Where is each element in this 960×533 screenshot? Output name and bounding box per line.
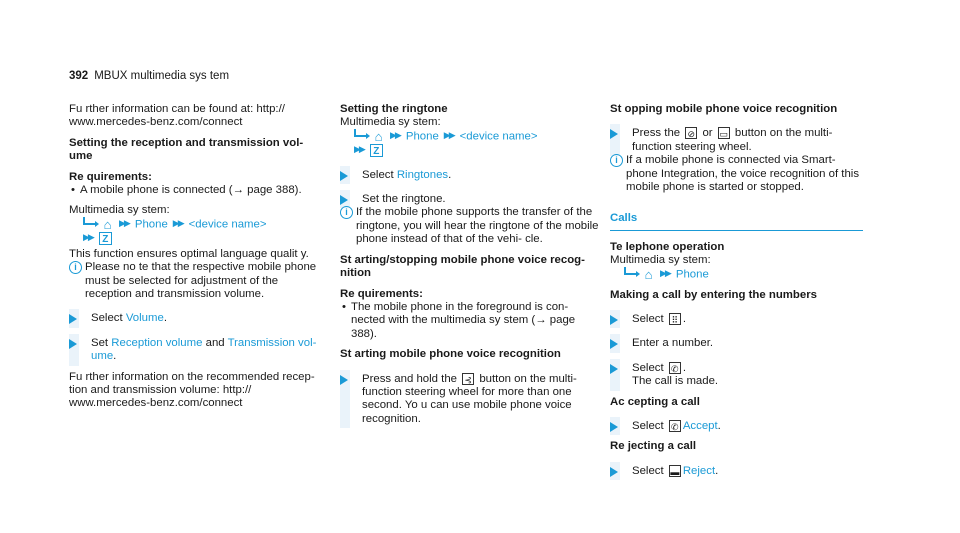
section-heading: Te lephone operation	[610, 240, 725, 253]
step-press-voice: Press and hold the ⊰ button on the multi‑ function steering wheel for more than one second. Yo u can use mobile phone voice recognition.	[340, 373, 600, 427]
section-heading: Setting the reception and transmission vol‑ ume	[69, 136, 304, 163]
step-select-call: Select ✆ . The call is made.	[610, 362, 865, 389]
menu-path	[340, 130, 600, 144]
info-note	[610, 154, 865, 194]
calls-section-title: Calls	[610, 212, 863, 230]
hangup-button-icon: ▭	[719, 129, 728, 140]
keypad-icon: ⠿	[669, 313, 681, 325]
requirements-label: Re quirements:	[340, 287, 423, 300]
ringtones-link[interactable]: Ringtones	[396, 168, 449, 181]
section-heading: Setting the ringtone	[340, 103, 448, 115]
step-select-ringtones: Select Ringtones.	[340, 169, 600, 182]
menu-path-continued	[340, 144, 600, 158]
step-arrow-icon	[69, 339, 77, 349]
path-device: <device name>	[188, 218, 267, 231]
menu-path-label: Multimedia sy stem:	[610, 254, 711, 267]
section-heading: St arting/stopping mobile phone voice recog‑ nition	[340, 253, 585, 280]
step-arrow-icon	[610, 422, 618, 432]
page-header-title: MBUX multimedia sys tem	[94, 70, 230, 82]
column-1	[69, 103, 324, 411]
step-arrow-icon	[610, 129, 618, 139]
further-info-paragraph: Fu rther information on the recommended recep‑ tion and transmission volume: http:// www.mercedes-benz.com/connect	[69, 370, 315, 410]
step-reject-call: Select ▬ Reject.	[610, 465, 865, 478]
section-heading: St opping mobile phone voice recognition	[610, 103, 838, 115]
path-hook-icon	[354, 129, 366, 137]
path-arrow-icon: ▶▶	[119, 218, 129, 229]
info-note-text: If the mobile phone supports the transfer of the ringtone, you will hear the ringtone of the mobile phone instead of that of the vehi‑ cle.	[356, 206, 599, 246]
home-icon: ⌂	[374, 128, 383, 144]
requirements-label: Re quirements:	[69, 170, 152, 183]
step-arrow-icon	[340, 171, 348, 181]
menu-path-label: Multimedia sy stem:	[69, 204, 170, 217]
step-set-volume: Set Reception volume and Transmission vol‑ ume.	[69, 337, 324, 364]
step-arrow-icon	[69, 314, 77, 324]
menu-path-continued	[69, 232, 324, 246]
info-icon: i	[69, 261, 82, 274]
path-phone: Phone	[675, 268, 709, 281]
info-note-text: Please no te that the respective mobile phone must be selected for adjustment of the reception and transmission volume.	[85, 261, 317, 300]
path-arrow-icon: ▶▶	[390, 130, 400, 141]
path-phone: Phone	[134, 218, 168, 231]
path-device: <device name>	[459, 130, 538, 143]
settings-icon: Z	[99, 232, 112, 245]
accept-link[interactable]: Accept	[682, 420, 718, 433]
info-note-text: If a mobile phone is connected via Smart‑ phone Integration, the voice recognition of this mobile phone is started or stopped.	[626, 154, 860, 194]
menu-path-label: Multimedia sy stem:	[340, 116, 441, 129]
info-icon: i	[610, 154, 623, 167]
reject-link[interactable]: Reject	[682, 464, 716, 477]
step-select-volume: Select Volume.	[69, 312, 324, 325]
step-result: The call is made.	[632, 375, 719, 388]
hangup-icon: ▬	[670, 466, 680, 477]
step-arrow-icon	[610, 339, 618, 349]
settings-icon: Z	[370, 144, 383, 157]
call-icon: ✆	[669, 362, 681, 374]
section-heading: Making a call by entering the numbers	[610, 288, 817, 301]
step-arrow-icon	[610, 364, 618, 374]
path-phone: Phone	[405, 130, 439, 143]
step-set-ringtone: Set the ringtone.	[340, 193, 600, 206]
path-hook-icon	[624, 267, 636, 275]
path-arrow-icon: ▶▶	[83, 232, 93, 243]
page-header	[69, 70, 229, 83]
volume-link[interactable]: Volume	[125, 312, 164, 325]
step-select-keypad: Select ⠿ .	[610, 313, 865, 326]
section-heading: Re jecting a call	[610, 440, 697, 453]
transmission-volume-link[interactable]: Transmission vol‑ ume	[91, 336, 317, 363]
step-arrow-icon	[610, 467, 618, 477]
path-arrow-icon: ▶▶	[354, 144, 364, 155]
reception-volume-link[interactable]: Reception volume	[111, 336, 203, 349]
step-accept-call: Select ✆ Accept.	[610, 420, 865, 433]
step-arrow-icon	[340, 375, 348, 385]
description-paragraph: This function ensures optimal language qualit y.	[69, 247, 309, 260]
info-note	[69, 261, 324, 301]
step-arrow-icon	[610, 315, 618, 325]
path-arrow-icon: ▶▶	[660, 268, 670, 279]
path-hook-icon	[83, 217, 95, 225]
section-heading: St arting mobile phone voice recognition	[340, 348, 561, 361]
column-3	[610, 103, 865, 478]
home-icon: ⌂	[103, 216, 112, 232]
path-arrow-icon: ▶▶	[172, 218, 183, 229]
call-icon: ✆	[669, 420, 681, 432]
page-number: 392	[69, 70, 89, 82]
requirement-item: • The mobile phone in the foreground is con‑ nected with the multimedia sy stem (→ page 388).	[340, 301, 600, 341]
info-icon: i	[340, 206, 353, 219]
step-arrow-icon	[340, 195, 348, 205]
requirement-item: • A mobile phone is connected (→ page 388).	[69, 184, 324, 197]
home-icon: ⌂	[644, 266, 653, 282]
info-note	[340, 206, 600, 246]
menu-path	[610, 268, 865, 282]
intro-paragraph: Fu rther information can be found at: http:// www.mercedes-benz.com/connect	[69, 103, 285, 129]
step-enter-number: Enter a number.	[610, 337, 865, 350]
column-2	[340, 103, 600, 426]
section-heading: Ac cepting a call	[610, 395, 700, 408]
menu-path	[69, 218, 324, 232]
mute-button-icon: ⊘	[685, 127, 697, 139]
path-arrow-icon: ▶▶	[443, 130, 454, 141]
step-press-stop: Press the ⊘ or ▭ button on the multi‑ function steering wheel.	[610, 127, 865, 154]
voice-button-icon: ⊰	[462, 373, 474, 385]
